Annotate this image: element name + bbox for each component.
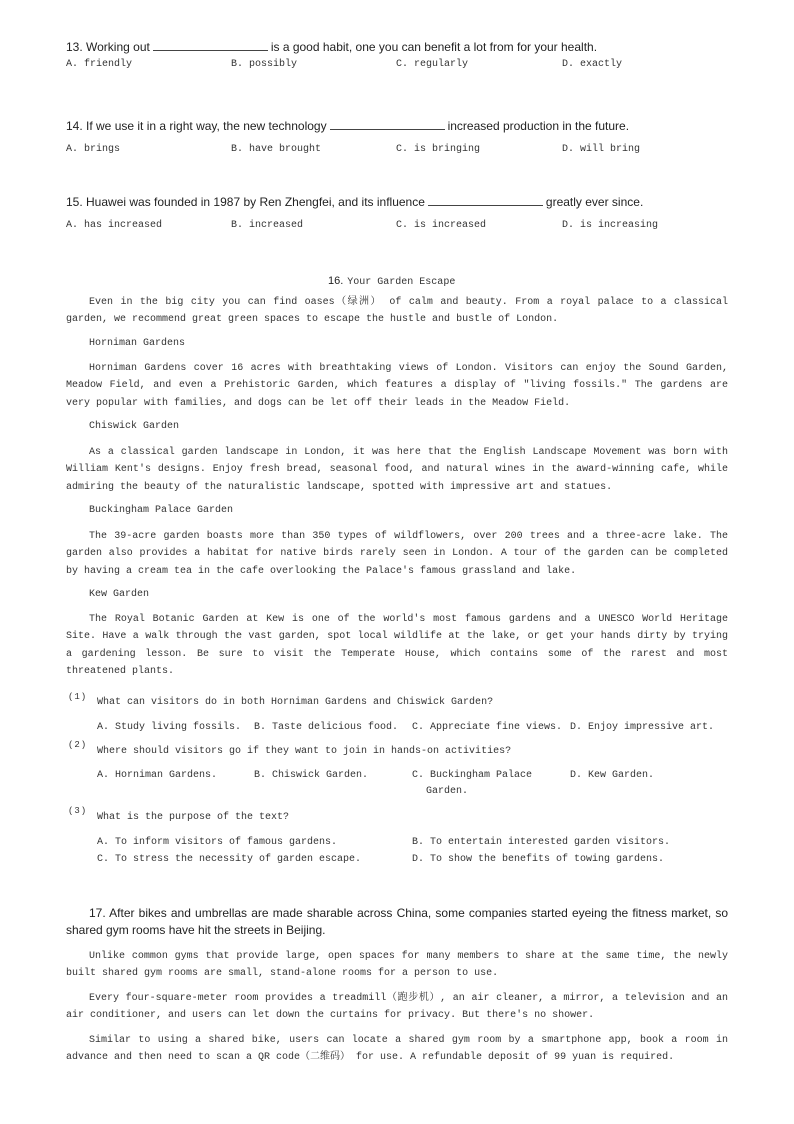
passage-17-intro: 17. After bikes and umbrellas are made sharable across China, some companies started eyeing the fitness market, so shared gym rooms have hit the streets in Beijing. xyxy=(66,906,728,937)
section-body-kew: The Royal Botanic Garden at Kew is one of the world's most famous gardens and a UNESCO World Heritage Site. Have a walk through the vast garden, spot local wildlife at the lake, or get your hands dirty by trying a gardening lesson. Be sure to visit the Temperate House, which contains some of the rarest and most threatened plants. xyxy=(66,614,728,678)
subquestion-2-option-c[interactable] xyxy=(412,770,532,797)
subquestion-1-option-a[interactable]: A. Study living fossils. xyxy=(97,722,242,733)
subquestion-2-option-a[interactable]: A. Horniman Gardens. xyxy=(97,770,218,781)
section-heading-buckingham: Buckingham Palace Garden xyxy=(89,505,234,516)
q14-option-b[interactable]: B. have brought xyxy=(231,144,322,155)
passage-16-number: 16. xyxy=(328,275,344,287)
subquestion-2-option-b[interactable]: B. Chiswick Garden. xyxy=(254,770,369,781)
q14-answer-blank[interactable] xyxy=(330,118,445,130)
q15-answer-blank[interactable] xyxy=(428,194,543,206)
q15-stem-start: 15. Huawei was founded in 1987 by Ren Zhengfei, and its influence xyxy=(66,195,425,209)
subquestion-3-option-b[interactable]: B. To entertain interested garden visitors. xyxy=(412,837,671,848)
section-body-horniman: Horniman Gardens cover 16 acres with breathtaking views of London. Visitors can enjoy the Sound Garden, Meadow Field, and even a Prehistoric Garden, which features a display of "living fossils." The gardens are very popular with families, and dogs can be let off their leads in the Meadow Field. xyxy=(66,363,728,409)
q15-option-c[interactable]: C. is increased xyxy=(396,220,487,231)
q13-option-d[interactable]: D. exactly xyxy=(562,59,623,70)
subquestion-3-option-d[interactable]: D. To show the benefits of towing gardens. xyxy=(412,854,665,865)
passage-17-paragraph-1: Unlike common gyms that provide large, open spaces for many members to share at the same time, the newly built shared gym rooms are small, stand-alone rooms for a person to use. xyxy=(66,951,728,979)
subquestion-2-option-d[interactable]: D. Kew Garden. xyxy=(570,770,655,781)
question-14-stem xyxy=(66,118,629,133)
q14-option-d[interactable]: D. will bring xyxy=(562,144,641,155)
q14-option-c[interactable]: C. is bringing xyxy=(396,144,481,155)
q13-stem-start: 13. Working out xyxy=(66,40,150,54)
subquestion-1-text: What can visitors do in both Horniman Gardens and Chiswick Garden? xyxy=(97,697,494,708)
subquestion-1-number: (1) xyxy=(68,692,88,702)
question-13-stem xyxy=(66,39,597,54)
q13-stem-end: is a good habit, one you can benefit a lot from for your health. xyxy=(270,40,598,54)
section-body-buckingham: The 39-acre garden boasts more than 350 types of wildflowers, over 200 trees and a three-acre lake. The garden also provides a habitat for native birds rarely seen in London. A tour of the garden can be completed by having a cream tea in the cafe overlooking the Palace's famous grassland and lake. xyxy=(66,531,728,577)
section-heading-horniman: Horniman Gardens xyxy=(89,338,186,349)
subquestion-3-text: What is the purpose of the text? xyxy=(97,812,290,823)
q15-option-b[interactable]: B. increased xyxy=(231,220,304,231)
q14-stem-end: increased production in the future. xyxy=(447,119,630,133)
passage-16-title-text: Your Garden Escape xyxy=(347,277,456,288)
section-body-chiswick: As a classical garden landscape in London, it was here that the English Landscape Movement was born with William Kent's designs. Enjoy fresh bread, seasonal food, and natural wines in the award-winning cafe, while admiring the beauty of the naturalistic landscape, spotted with impressive art and statues. xyxy=(66,447,728,493)
q13-option-a[interactable]: A. friendly xyxy=(66,59,133,70)
passage-16-intro: Even in the big city you can find oases（绿洲） of calm and beauty. From a royal palace to a classical garden, we recommend great green spaces to escape the hustle and bustle of London. xyxy=(66,297,728,326)
section-heading-chiswick: Chiswick Garden xyxy=(89,421,180,432)
q14-option-a[interactable]: A. brings xyxy=(66,144,121,155)
question-15-stem xyxy=(66,194,643,209)
q13-option-c[interactable]: C. regularly xyxy=(396,59,469,70)
q14-stem-start: 14. If we use it in a right way, the new technology xyxy=(66,119,327,133)
q15-stem-end: greatly ever since. xyxy=(545,195,644,209)
subquestion-1-option-b[interactable]: B. Taste delicious food. xyxy=(254,722,399,733)
subquestion-2-option-c-line1: C. Buckingham Palace xyxy=(412,770,533,781)
subquestion-2-text: Where should visitors go if they want to join in hands-on activities? xyxy=(97,746,512,757)
subquestion-3-option-a[interactable]: A. To inform visitors of famous gardens. xyxy=(97,837,338,848)
q15-option-d[interactable]: D. is increasing xyxy=(562,220,659,231)
subquestion-1-option-d[interactable]: D. Enjoy impressive art. xyxy=(570,722,715,733)
section-heading-kew: Kew Garden xyxy=(89,589,150,600)
subquestion-1-option-c[interactable]: C. Appreciate fine views. xyxy=(412,722,563,733)
subquestion-3-number: (3) xyxy=(68,806,88,816)
q13-answer-blank[interactable] xyxy=(153,39,268,51)
passage-17-paragraph-2: Every four-square-meter room provides a treadmill（跑步机）, an air cleaner, a mirror, a television and an air conditioner, and users can let down the curtains for privacy. But there's no shower. xyxy=(66,993,728,1021)
passage-17-paragraph-3: Similar to using a shared bike, users can locate a shared gym room by a smartphone app, book a room in advance and then need to scan a QR code（二维码） for use. A refundable deposit of 99 yuan is required. xyxy=(66,1035,728,1063)
subquestion-2-number: (2) xyxy=(68,740,88,750)
subquestion-3-option-c[interactable]: C. To stress the necessity of garden escape. xyxy=(97,854,362,865)
subquestion-2-option-c-line2: Garden. xyxy=(426,786,469,797)
q13-option-b[interactable]: B. possibly xyxy=(231,59,298,70)
passage-16-title xyxy=(328,271,455,289)
q15-option-a[interactable]: A. has increased xyxy=(66,220,163,231)
